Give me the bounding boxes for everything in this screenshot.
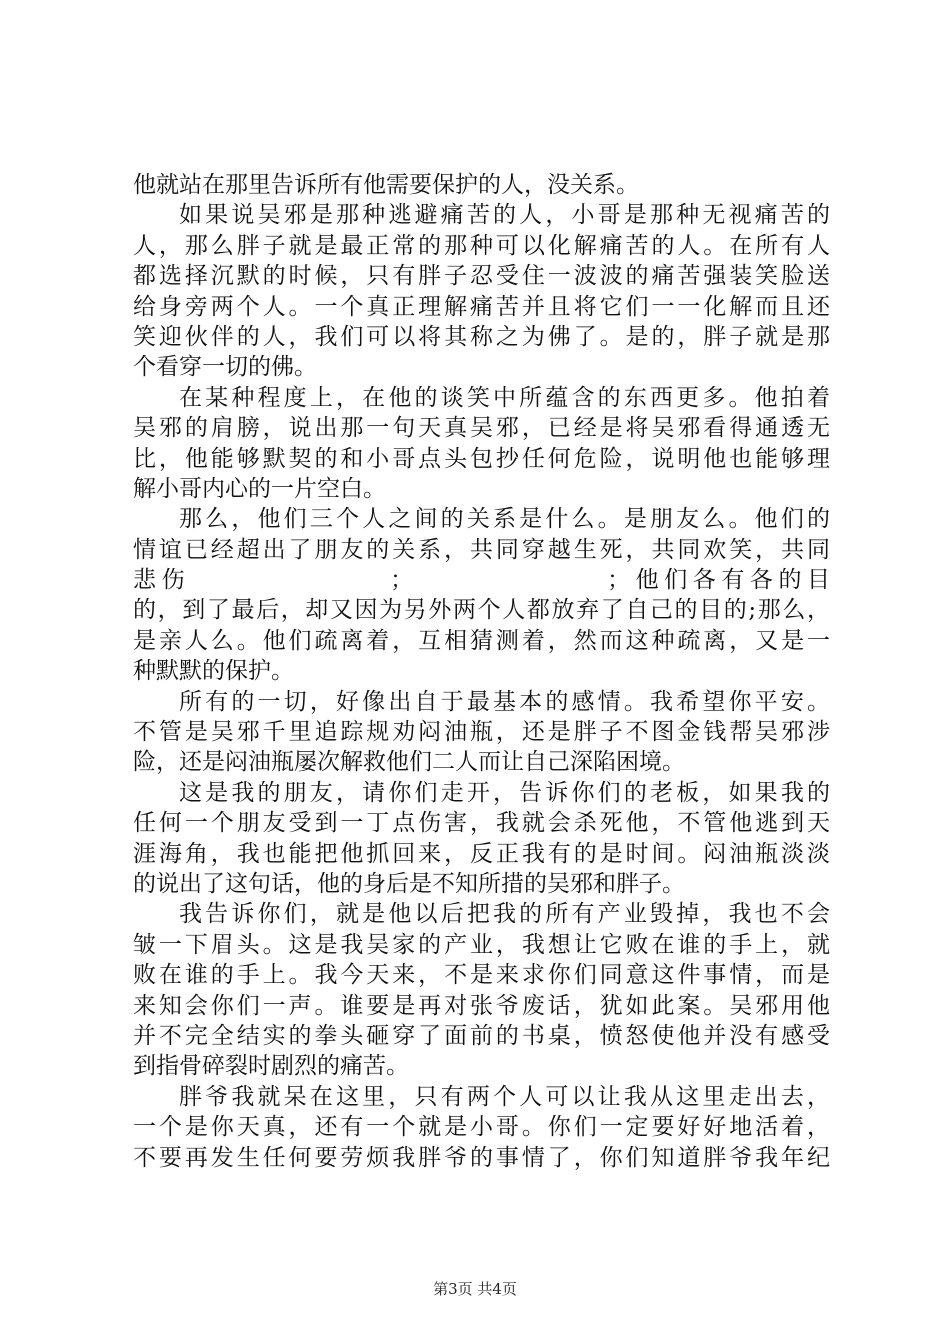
page-footer (0, 1278, 950, 1299)
text-line: 的，到了最后，却又因为另外两个人都放弃了自己的目的;那么， (133, 597, 830, 624)
text-line: 笑迎伙伴的人，我们可以将其称之为佛了。是的，胖子就是那 (133, 323, 830, 350)
text-line: 情谊已经超出了朋友的关系，共同穿越生死，共同欢笑，共同 (133, 536, 830, 563)
text-line: 个看穿一切的佛。 (133, 354, 317, 381)
text-line: 到指骨碎裂时剧烈的痛苦。 (133, 1053, 409, 1080)
text-line: 所有的一切，好像出自于最基本的感情。我希望你平安。 (179, 688, 830, 715)
text-line: 皱一下眉头。这是我吴家的产业，我想让它败在谁的手上，就 (133, 931, 830, 958)
text-line: 在某种程度上，在他的谈笑中所蕴含的东西更多。他拍着 (179, 384, 830, 411)
text-line: 是亲人么。他们疏离着，互相猜测着，然而这种疏离，又是一 (133, 627, 830, 654)
text-line: 任何一个朋友受到一丁点伤害，我就会杀死他，不管他逃到天 (133, 810, 830, 837)
text-line: 涯海角，我也能把他抓回来，反正我有的是时间。闷油瓶淡淡 (133, 840, 830, 867)
document-body (133, 170, 830, 1173)
text-line: 这是我的朋友，请你们走开，告诉你们的老板，如果我的 (179, 779, 830, 806)
text-line: 来知会你们一声。谁要是再对张爷废话，犹如此案。吴邪用他 (133, 992, 830, 1019)
text-line: 如果说吴邪是那种逃避痛苦的人，小哥是那种无视痛苦的 (179, 202, 830, 229)
text-line: 人，那么胖子就是最正常的那种可以化解痛苦的人。在所有人 (133, 232, 830, 259)
text-line: 给身旁两个人。一个真正理解痛苦并且将它们一一化解而且还 (133, 293, 830, 320)
text-line: 吴邪的肩膀，说出那一句天真吴邪，已经是将吴邪看得通透无 (133, 415, 830, 442)
text-line: 并不完全结实的拳头砸穿了面前的书桌，愤怒使他并没有感受 (133, 1022, 830, 1049)
text-line: 种默默的保护。 (133, 658, 294, 685)
text-line: 败在谁的手上。我今天来，不是来求你们同意这件事情，而是 (133, 962, 830, 989)
text-line: 比，他能够默契的和小哥点头包抄任何危险，说明他也能够理 (133, 445, 830, 472)
text-line: 都选择沉默的时候，只有胖子忍受住一波波的痛苦强装笑脸送 (133, 263, 830, 290)
text-line: 他就站在那里告诉所有他需要保护的人，没关系。 (133, 172, 639, 198)
text-line: 不要再发生任何要劳烦我胖爷的事情了，你们知道胖爷我年纪 (133, 1144, 830, 1171)
text-line: 解小哥内心的一片空白。 (133, 475, 386, 502)
page-number: 第3页 共4页 (433, 1280, 517, 1298)
text-line: 的说出了这句话，他的身后是不知所措的吴邪和胖子。 (133, 870, 685, 897)
text-line: 险，还是闷油瓶屡次解救他们二人而让自己深陷困境。 (133, 749, 685, 776)
text-line: 悲伤 ； ；他们各有各的目 (133, 567, 830, 594)
text-line: 胖爷我就呆在这里，只有两个人可以让我从这里走出去， (179, 1083, 830, 1110)
text-line: 不管是吴邪千里追踪规劝闷油瓶，还是胖子不图金钱帮吴邪涉 (133, 719, 830, 746)
text-line: 那么，他们三个人之间的关系是什么。是朋友么。他们的 (179, 506, 830, 533)
text-line: 一个是你天真，还有一个就是小哥。你们一定要好好地活着， (133, 1114, 830, 1141)
text-line: 我告诉你们，就是他以后把我的所有产业毁掉，我也不会 (179, 901, 830, 928)
